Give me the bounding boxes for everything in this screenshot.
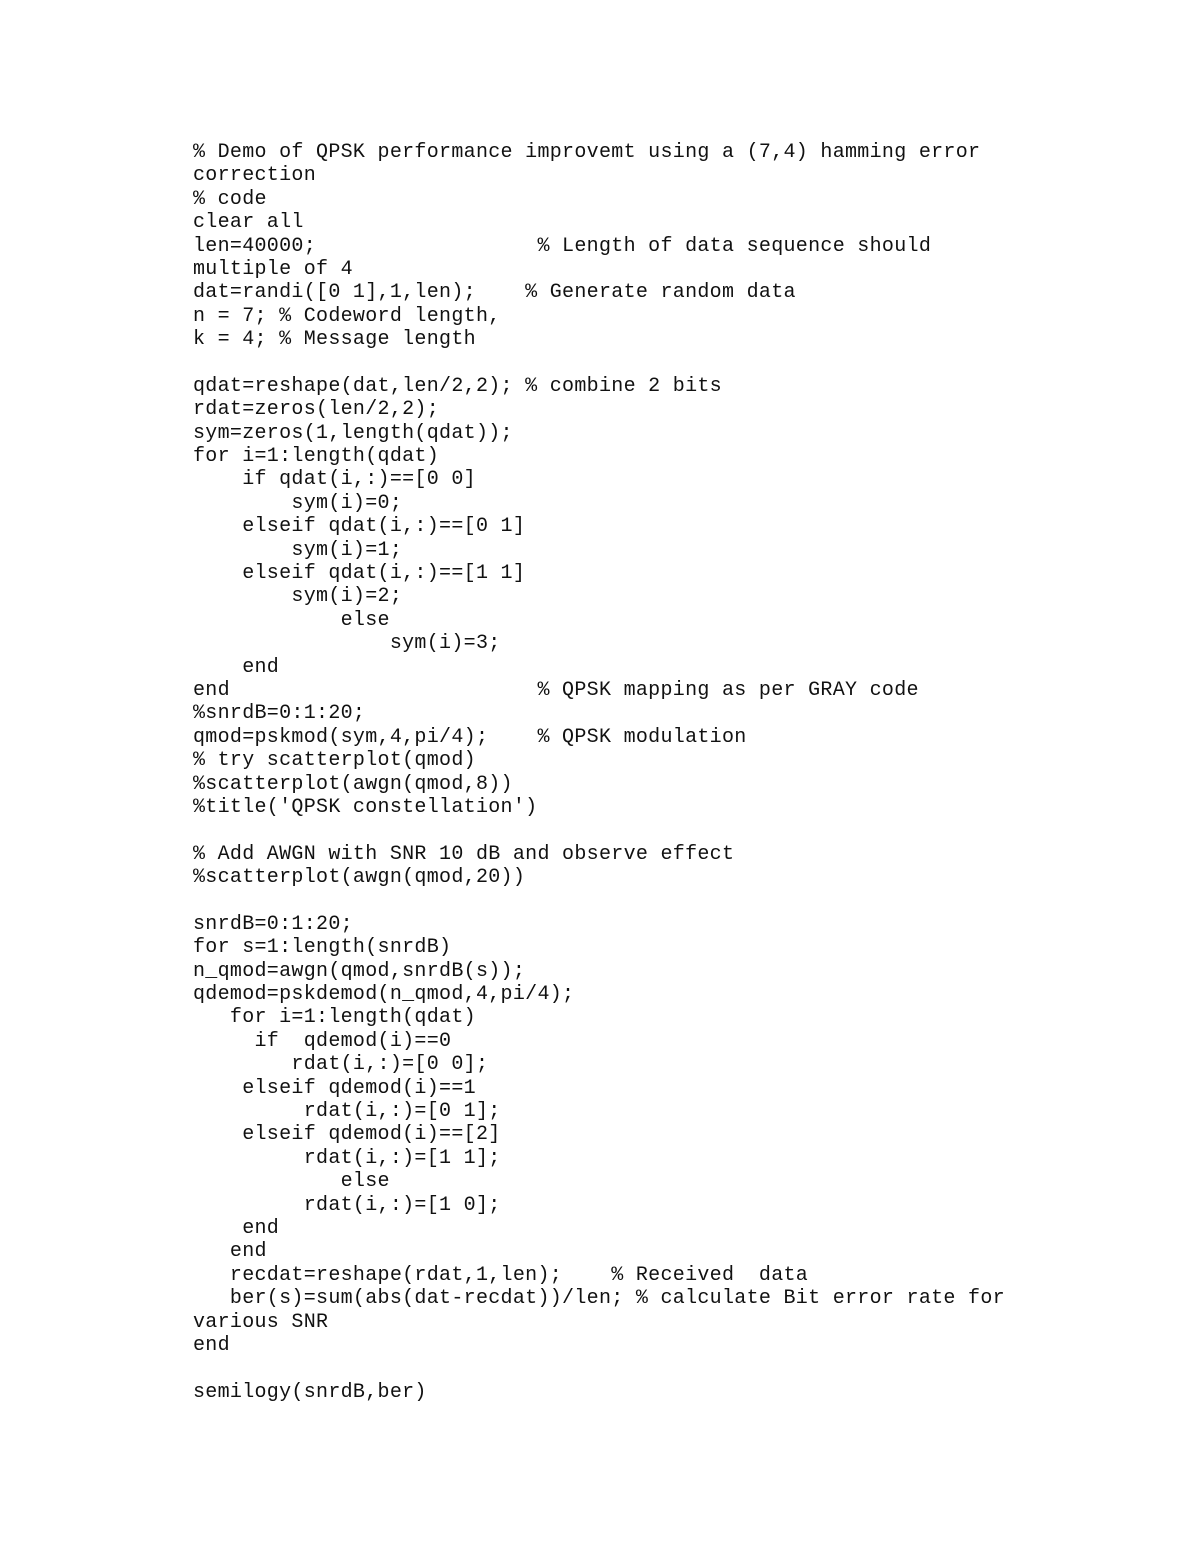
code-line: snrdB=0:1:20; — [193, 912, 353, 936]
code-line: %scatterplot(awgn(qmod,20)) — [193, 866, 526, 890]
code-line: sym=zeros(1,length(qdat)); — [193, 421, 513, 445]
code-line: %title('QPSK constellation') — [193, 795, 538, 819]
code-line — [193, 819, 1005, 842]
code-line: qdat=reshape(dat,len/2,2); % combine 2 bits — [193, 374, 722, 398]
code-line: end — [193, 1240, 267, 1264]
code-line: if qdat(i,:)==[0 0] — [193, 468, 476, 492]
code-line: % Add AWGN with SNR 10 dB and observe effect — [193, 842, 735, 866]
code-line: else — [193, 1170, 390, 1194]
code-line: end — [193, 1333, 230, 1357]
code-line: sym(i)=2; — [193, 585, 403, 609]
code-line — [193, 1357, 1005, 1380]
code-line: rdat=zeros(len/2,2); — [193, 398, 440, 422]
code-line: for i=1:length(qdat) — [193, 445, 440, 469]
code-line: %snrdB=0:1:20; — [193, 702, 366, 726]
code-line: elseif qdemod(i)==[2] — [193, 1123, 501, 1147]
code-line — [193, 352, 1005, 375]
code-line: various SNR — [193, 1310, 329, 1334]
code-line: else — [193, 608, 390, 632]
code-line: rdat(i,:)=[1 0]; — [193, 1193, 501, 1217]
code-line: rdat(i,:)=[1 1]; — [193, 1146, 501, 1170]
code-line: end % QPSK mapping as per GRAY code — [193, 678, 919, 702]
code-line: correction — [193, 164, 317, 188]
code-line: %scatterplot(awgn(qmod,8)) — [193, 772, 513, 796]
code-line: elseif qdemod(i)==1 — [193, 1076, 476, 1100]
code-line: rdat(i,:)=[0 0]; — [193, 1053, 489, 1077]
code-line: end — [193, 1216, 280, 1240]
code-line: qmod=pskmod(sym,4,pi/4); % QPSK modulation — [193, 725, 747, 749]
code-listing — [193, 141, 1005, 1404]
code-line — [193, 890, 1005, 913]
code-line: qdemod=pskdemod(n_qmod,4,pi/4); — [193, 983, 575, 1007]
code-line: rdat(i,:)=[0 1]; — [193, 1100, 501, 1124]
code-line: elseif qdat(i,:)==[1 1] — [193, 562, 526, 586]
code-line: for s=1:length(snrdB) — [193, 936, 452, 960]
code-line: sym(i)=3; — [193, 632, 501, 656]
code-line: dat=randi([0 1],1,len); % Generate random data — [193, 281, 796, 305]
code-line: recdat=reshape(rdat,1,len); % Received data — [193, 1263, 809, 1287]
code-line: n = 7; % Codeword length, — [193, 304, 501, 328]
code-line: elseif qdat(i,:)==[0 1] — [193, 515, 526, 539]
code-line: clear all — [193, 211, 304, 235]
code-line: n_qmod=awgn(qmod,snrdB(s)); — [193, 959, 526, 983]
code-line: sym(i)=1; — [193, 538, 403, 562]
code-line: % Demo of QPSK performance improvemt using a (7,4) hamming error — [193, 141, 981, 164]
code-line: sym(i)=0; — [193, 491, 403, 515]
code-line: multiple of 4 — [193, 257, 353, 281]
code-line: k = 4; % Message length — [193, 328, 476, 352]
code-line: if qdemod(i)==0 — [193, 1029, 452, 1053]
code-line: ber(s)=sum(abs(dat-recdat))/len; % calculate Bit error rate for — [193, 1287, 1005, 1311]
code-line: % code — [193, 187, 267, 211]
code-line: semilogy(snrdB,ber) — [193, 1380, 427, 1404]
code-line: len=40000; % Length of data sequence should — [193, 234, 932, 258]
code-line: % try scatterplot(qmod) — [193, 749, 476, 773]
code-line: end — [193, 655, 280, 679]
code-line: for i=1:length(qdat) — [193, 1006, 476, 1030]
